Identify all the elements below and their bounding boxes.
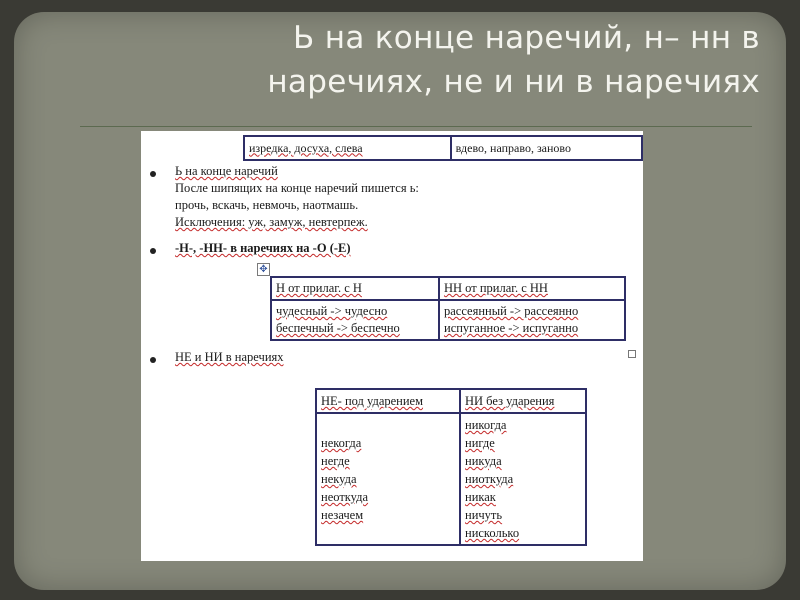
ne-ni-header-right: НИ без ударения (460, 389, 586, 413)
table-move-handle-icon[interactable]: ✥ (257, 263, 270, 276)
section-1-line-1: После шипящих на конце наречий пишется ь: (175, 181, 419, 195)
ni-item: никогда (465, 418, 507, 432)
top-table-left-cell: изредка, досуха, слева (244, 136, 451, 160)
title-line-1: Ь на конце наречий, н– нн в (293, 20, 760, 56)
document-image (141, 131, 643, 561)
ni-item: никак (465, 490, 496, 504)
section-2-heading: -Н-, -НН- в наречиях на -О (-Е) (175, 241, 351, 255)
ne-ni-table (315, 388, 587, 546)
section-1 (175, 163, 419, 231)
n-example-2: беспечный -> беспечно (276, 321, 400, 335)
top-table (243, 135, 643, 161)
n-nn-left-cell (271, 300, 439, 340)
slide-title (80, 16, 760, 104)
title-line-2: наречиях, не и ни в наречиях (267, 64, 760, 100)
ne-item: негде (321, 454, 350, 468)
title-divider (80, 126, 752, 127)
ni-item: ниоткуда (465, 472, 514, 486)
bullet-icon (150, 357, 156, 363)
section-1-heading: Ь на конце наречий (175, 164, 278, 178)
top-table-right-cell: вдево, направо, заново (451, 136, 642, 160)
n-example-1: чудесный -> чудесно (276, 304, 388, 318)
ne-item: некогда (321, 436, 362, 450)
n-nn-header-right: НН от прилаг. с НН (439, 277, 625, 300)
section-1-line-2: прочь, вскачь, невмочь, наотмашь. (175, 198, 359, 212)
n-nn-table (270, 276, 626, 341)
bullet-icon (150, 171, 156, 177)
n-nn-header-left: Н от прилаг. с Н (271, 277, 439, 300)
ne-ni-header-left: НЕ- под ударением (316, 389, 460, 413)
ne-item: незачем (321, 508, 364, 522)
ni-item: нигде (465, 436, 495, 450)
ne-item: неоткуда (321, 490, 369, 504)
ni-list-cell (460, 413, 586, 545)
section-3-heading: НЕ и НИ в наречиях (175, 350, 284, 364)
section-1-line-3: Исключения: уж, замуж, невтерпеж. (175, 215, 368, 229)
bullet-icon (150, 248, 156, 254)
nn-example-1: рассеянный -> рассеянно (444, 304, 579, 318)
ni-item: никуда (465, 454, 502, 468)
table-resize-handle-icon[interactable] (628, 350, 636, 358)
ne-list-cell (316, 413, 460, 545)
nn-example-2: испуганное -> испуганно (444, 321, 579, 335)
ni-item: ничуть (465, 508, 503, 522)
n-nn-right-cell (439, 300, 625, 340)
ne-item: некуда (321, 472, 357, 486)
ni-item: нисколько (465, 526, 520, 540)
